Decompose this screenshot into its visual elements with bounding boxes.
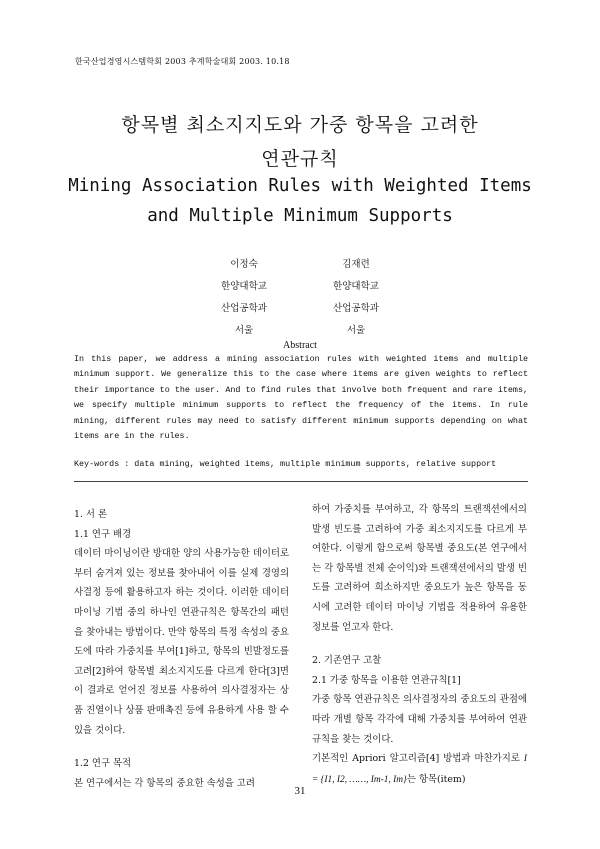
author-city: 서울 bbox=[346, 325, 366, 336]
section-1-1-heading: 1.1 연구 배경 bbox=[74, 528, 132, 540]
right-column-paragraph: 하여 가중치를 부여하고, 각 항목의 트랜잭션에서의 발생 빈도를 고려하여 가중 최소지지도를 다르게 부여한다. 이렇게 함으로써 항목별 중요도(본 연구에서는 각 항목별 전체 순이익)와 트랜잭션에서의 발생 빈도를 고려하여 희소하지만 중요도가 높은 항목을 동시에 고려한 데이터 마이닝 기법을 적용하여 유용한 정보를 얻고자 한다. bbox=[312, 504, 527, 633]
conference-header: 한국산업경영시스템학회 2003 추계학술대회 2003. 10.18 bbox=[75, 57, 290, 66]
section-2-1-text: 가중 항목 연관규칙은 의사결정자의 중요도의 관점에 따라 개별 항목 각각에 대해 가중치를 부여하여 연관규칙을 찾는 것이다. bbox=[312, 694, 527, 745]
author-name: 김재련 bbox=[342, 259, 370, 270]
author-department: 산업공학과 bbox=[221, 303, 267, 314]
author-city: 서울 bbox=[234, 325, 254, 336]
left-column bbox=[74, 505, 289, 793]
title-english-line2: and Multiple Minimum Supports bbox=[147, 206, 453, 226]
section-2-1-text-2: 기본적인 Apriori 알고리즘[4] 방법과 마찬가지로 bbox=[312, 753, 520, 765]
author-2 bbox=[296, 254, 416, 342]
author-department: 산업공학과 bbox=[333, 303, 379, 314]
section-2-heading: 2. 기존연구 고찰 bbox=[312, 655, 382, 667]
author-affiliation: 한양대학교 bbox=[333, 281, 379, 292]
section-1-1-text: 데이터 마이닝이란 방대한 양의 사용가능한 데이터로부터 숨겨져 있는 정보를 찾아내어 이를 실제 경영의사결정 등에 활용하고자 하는 것이다. 이러한 데이터 마이닝 기법 중의 하나인 연관규칙은 항목간의 패턴을 찾아내는 방법이다. 만약 항목의 특정 속성의 중요도에 따라 가중치를 부여[1]하고, 항목의 빈발정도를 고려[2]하여 항목별 최소지지도를 다르게 한다[3]면 이 결과로 얻어진 정보를 사용하여 의사결정자는 상품 진열이나 상품 판매촉진 등에 유용하게 사용 할 수 있을 것이다. bbox=[74, 548, 289, 736]
title-english-line1: Mining Association Rules with Weighted Items bbox=[68, 176, 532, 196]
section-1-2-text: 본 연구에서는 각 항목의 중요한 속성을 고려 bbox=[74, 777, 255, 789]
author-name: 이정숙 bbox=[230, 259, 258, 270]
keywords: Key-words : data mining, weighted items, multiple minimum supports, relative support bbox=[74, 459, 497, 469]
abstract-text: In this paper, we address a mining association rules with weighted items and multiple minimum support. We generalize this to the case where items are given weights to reflect their importance to the user. And to find rules that involve both frequent and rare items, we specify multiple minimum supports to reflect the frequency of the items. In rule mining, different rules may need to satisfy different minimum supports depending on what items are in the rules. bbox=[74, 354, 528, 442]
author-affiliation: 한양대학교 bbox=[221, 281, 267, 292]
section-2-1-heading: 2.1 가중 항목을 이용한 연관규칙[1] bbox=[312, 674, 461, 686]
section-1-heading: 1. 서 론 bbox=[74, 509, 108, 520]
title-korean-line2: 연관규칙 bbox=[261, 148, 339, 170]
page-number: 31 bbox=[294, 785, 306, 797]
title-korean-line1: 항목별 최소지지도와 가중 항목을 고려한 bbox=[121, 114, 479, 136]
abstract-heading: Abstract bbox=[283, 340, 317, 351]
item-set-formula: I = {I1, I2, ……, Im-1, Im} bbox=[312, 754, 527, 785]
section-divider bbox=[74, 481, 528, 482]
right-column bbox=[312, 500, 527, 790]
formula-trailing-text: 는 항목(item) bbox=[406, 773, 466, 785]
author-1 bbox=[184, 254, 304, 342]
section-1-2-heading: 1.2 연구 목적 bbox=[74, 758, 132, 770]
